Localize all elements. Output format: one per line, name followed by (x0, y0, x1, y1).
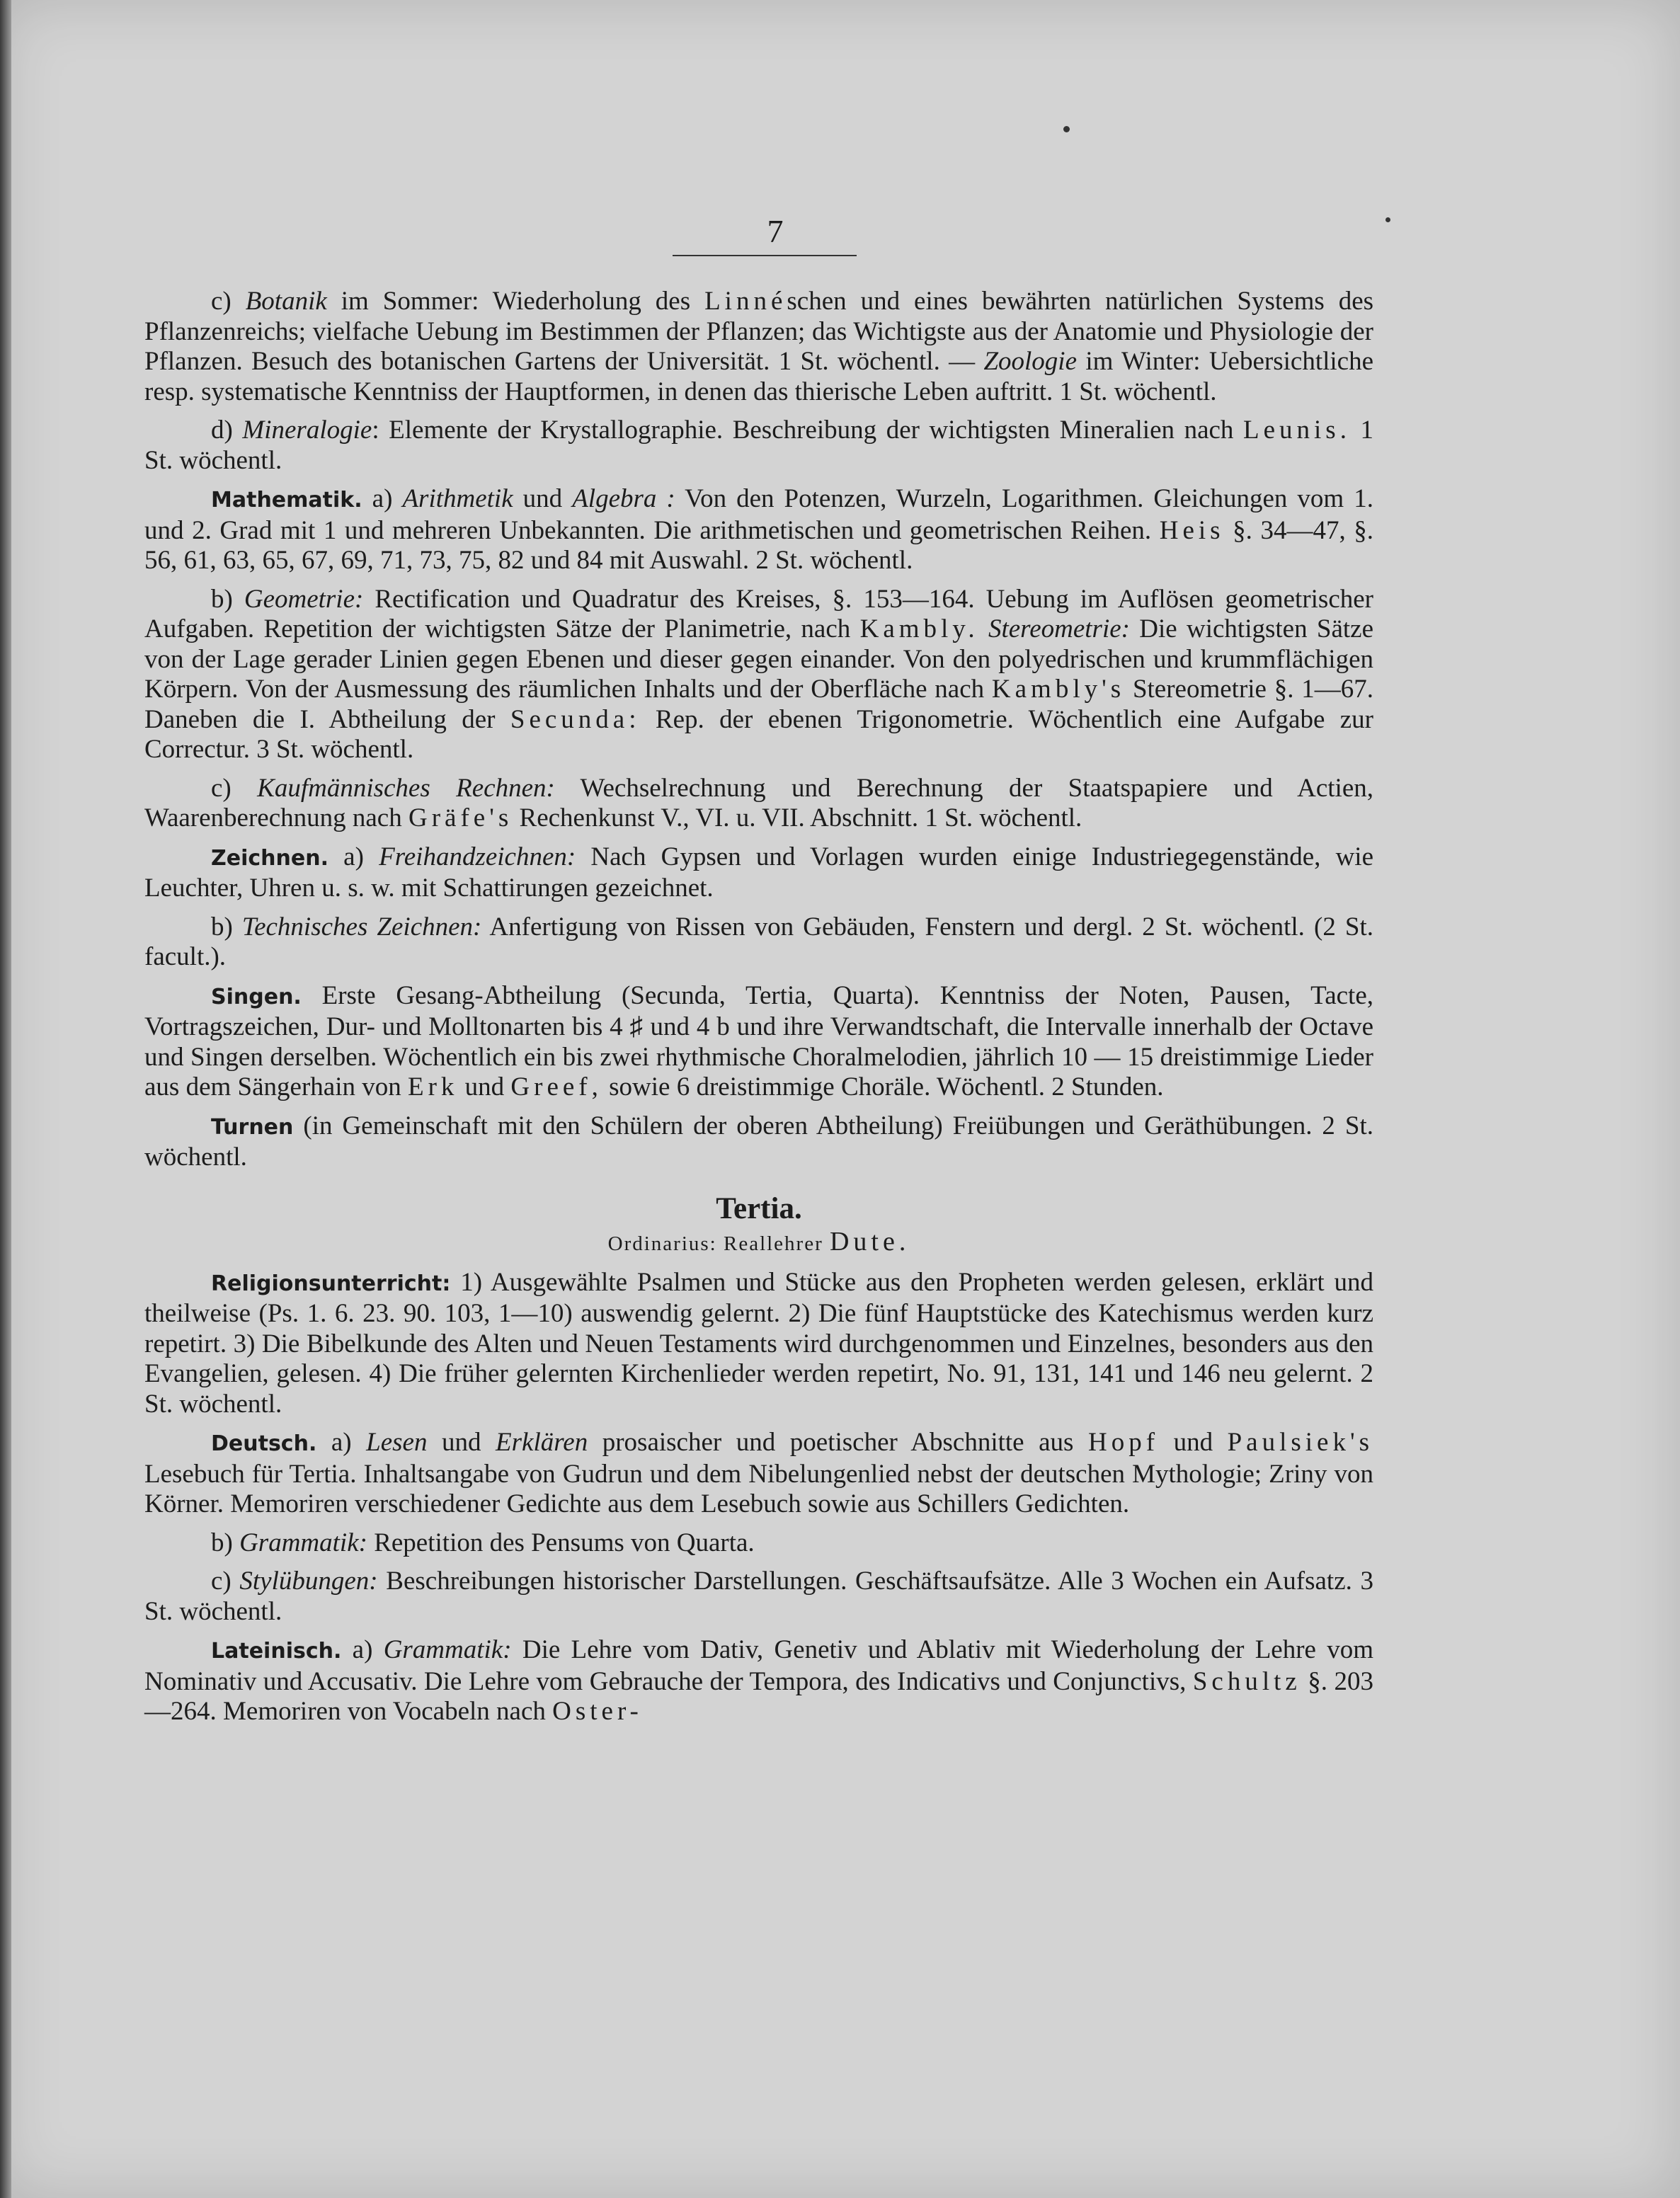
subject-heading: Lateinisch. (211, 1639, 342, 1664)
page-number-rule (673, 255, 857, 256)
subject-heading: Religionsunterricht: (211, 1271, 451, 1296)
paragraph-mineralogie: d) Mineralogie: Elemente der Krystallographie. Beschreibung der wichtigsten Mineralien nach Leunis. 1 St. wöchentl. (144, 416, 1374, 475)
paragraph-mathematik: Mathematik. a) Arithmetik und Algebra : Von den Potenzen, Wurzeln, Logarithmen. Gleichungen vom 1. und 2. Grad mit 1 und mehreren Unbekannten. Die arithmetischen und geometrischen Reihen. Heis §. 34—47, §. 56, 61, 63, 65, 67, 69, 71, 73, 75, 82 und 84 mit Auswahl. 2 St. wöchentl. (144, 484, 1374, 575)
paragraph-botanik: c) Botanik im Sommer: Wiederholung des Linnéschen und eines bewährten natürlichen Systems des Pflanzenreichs; vielfache Uebung im Bestimmen der Pflanzen; das Wichtigste aus der Anatomie und Physiologie der Pflanzen. Besuch des botanischen Gartens der Universität. 1 St. wöchentl. — Zoologie im Winter: Uebersichtliche resp. systematische Kenntniss der Hauptformen, in denen das thierische Leben auftritt. 1 St. wöchentl. (144, 287, 1374, 406)
subject-heading: Zeichnen. (211, 845, 328, 871)
section-ordinarius: Ordinarius: Reallehrer Dute. (607, 1227, 910, 1257)
paragraph-religion: Religionsunterricht: 1) Ausgewählte Psalmen und Stücke aus den Propheten werden gelesen, erklärt und theilweise (Ps. 1. 6. 23. 90. 103, 1—10) auswendig gelernt. 2) Die fünf Hauptstücke des Katechismus werden kurz repetirt. 3) Die Bibelkunde des Alten und Neuen Testaments wird durchgenommen und Einzelnes, besonders aus den Evangelien, gelesen. 4) Die früher gelernten Kirchenlieder werden repetirt, No. 91, 131, 141 und 146 neu gelernt. 2 St. wöchentl. (144, 1267, 1373, 1419)
page-number: 7 (767, 213, 784, 249)
ink-speck (1063, 126, 1070, 132)
section-title: Tertia. (716, 1191, 802, 1225)
paragraph-kaufmaennisches-rechnen: c) Kaufmännisches Rechnen: Wechselrechnung und Berechnung der Staatspapiere und Actien, Waarenberechnung nach Gräfe's Rechenkunst V., VI. u. VII. Abschnitt. 1 St. wöchentl. (144, 773, 1374, 832)
paragraph-singen: Singen. Erste Gesang-Abtheilung (Secunda, Tertia, Quarta). Kenntniss der Noten, Pausen, Tacte, Vortragszeichen, Dur- und Molltonarten bis 4 ♯ und 4 b und ihre Verwandtschaft, die Intervalle innerhalb der Octave und Singen derselben. Wöchentlich ein bis zwei rhythmische Choralmelodien, jährlich 10 — 15 dreistimmige Lieder aus dem Sängerhain von Erk und Greef, sowie 6 dreistimmige Choräle. Wöchentl. 2 Stunden. (144, 980, 1374, 1101)
subject-heading: Mathematik. (211, 488, 362, 513)
paragraph-styluebungen: c) Stylübungen: Beschreibungen historischer Darstellungen. Geschäftsaufsätze. Alle 3 Wochen ein Aufsatz. 3 St. wöchentl. (144, 1567, 1374, 1626)
paragraph-grammatik: b) Grammatik: Repetition des Pensums von Quarta. (211, 1528, 755, 1557)
text-body (144, 287, 1373, 1736)
paragraph-turnen: Turnen (in Gemeinschaft mit den Schülern der oberen Abtheilung) Freiübungen und Geräthübungen. 2 St. wöchentl. (144, 1111, 1374, 1172)
paragraph-lateinisch: Lateinisch. a) Grammatik: Die Lehre vom Dativ, Genetiv und Ablativ mit Wiederholung der Lehre vom Nominativ und Accusativ. Die Lehre vom Gebrauche der Tempora, des Indicativs und Conjunctivs, Schultz §. 203—264. Memoriren von Vocabeln nach Oster- (144, 1635, 1374, 1726)
subject-heading: Singen. (211, 984, 302, 1009)
paragraph-deutsch: Deutsch. a) Lesen und Erklären prosaischer und poetischer Abschnitte aus Hopf und Paulsiek's Lesebuch für Tertia. Inhaltsangabe von Gudrun und dem Nibelungenlied nebst der deutschen Mythologie; Zriny von Körner. Memoriren verschiedener Gedichte aus dem Lesebuch sowie aus Schillers Gedichten. (144, 1428, 1374, 1518)
ink-speck (1385, 217, 1390, 222)
paragraph-zeichnen: Zeichnen. a) Freihandzeichnen: Nach Gypsen und Vorlagen wurden einige Industriegegenstände, wie Leuchter, Uhren u. s. w. mit Schattirungen gezeichnet. (144, 842, 1373, 903)
paragraph-technisches-zeichnen: b) Technisches Zeichnen: Anfertigung von Rissen von Gebäuden, Fenstern und dergl. 2 St. wöchentl. (2 St. facult.). (144, 912, 1373, 971)
subject-heading: Turnen (211, 1114, 294, 1140)
subject-heading: Deutsch. (211, 1431, 317, 1456)
page-edge-shadow (0, 0, 11, 2198)
paragraph-geometrie: b) Geometrie: Rectification und Quadratur des Kreises, §. 153—164. Uebung im Auflösen geometrischer Aufgaben. Repetition der wichtigsten Sätze der Planimetrie, nach Kambly. Stereometrie: Die wichtigsten Sätze von der Lage gerader Linien gegen Ebenen und dieser gegen einander. Von den polyedrischen und krummflächigen Körpern. Von der Ausmessung des räumlichen Inhalts und der Oberfläche nach Kambly's Stereometrie §. 1—67. Daneben die I. Abtheilung der Secunda: Rep. der ebenen Trigonometrie. Wöchentlich eine Aufgabe zur Correctur. 3 St. wöchentl. (144, 584, 1374, 764)
